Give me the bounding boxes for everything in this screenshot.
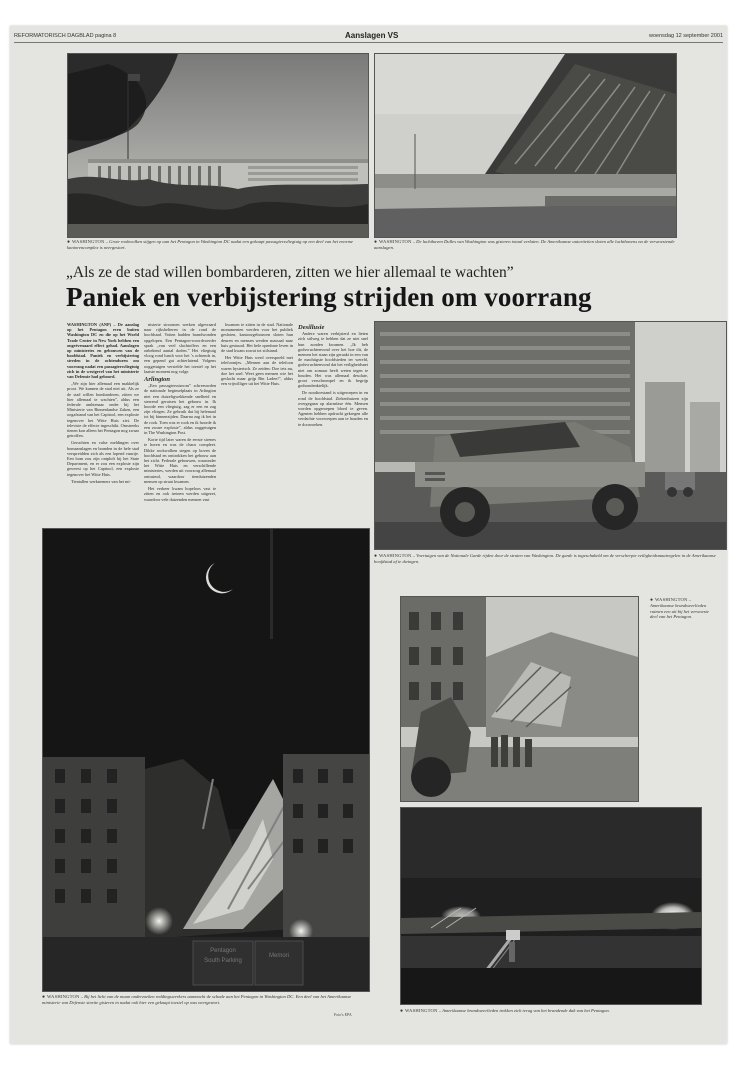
caption-bullet-icon: ●	[400, 1009, 404, 1014]
caption-bullet-icon: ●	[67, 240, 71, 245]
header-paper-info: REFORMATORISCH DAGBLAD pagina 8	[14, 33, 117, 39]
header-date: woensdag 12 september 2001	[649, 33, 723, 39]
sign-text-memorial: Memori	[268, 953, 290, 959]
caption-place: WASHINGTON	[655, 597, 688, 602]
caption-firefighters-ruins	[650, 597, 710, 620]
caption-text: – De luchthaven Dulles van Washington was gisteren totaal verlaten. De Amerikaanse autoriteiten sloten alle luchthavens na de verwoestende aanslagen.	[374, 239, 675, 251]
caption-pentagon-smoke	[67, 239, 367, 251]
paragraph: De noodtoestand is uitgeroepen in en rond de hoofdstad. Ziekenhuizen zijn overgegaan op alarmfase één. Mensen worden opgeroepen bloed te geven. Agenten hebben opdracht gekregen alle verdachte voorwerpen aan te houden en te doorzoeken.	[298, 390, 368, 427]
photo-moon-pentagon	[42, 528, 370, 992]
paragraph: kwamen te zitten in de stad. Nationale monumenten werden voor het publiek gesloten, kantoorgebouwen sloten hun deuren en mensen werden massaal naar huis gestuurd. Het hele openbare leven in de stad kwam zowat tot stilstand.	[221, 322, 293, 354]
caption-bullet-icon: ●	[42, 995, 46, 1000]
article-headline: Paniek en verbijstering strijden om voorrang	[66, 282, 592, 312]
caption-place: WASHINGTON	[379, 239, 412, 244]
photo-credit: Foto's EPA	[334, 1012, 352, 1017]
caption-place: WASHINGTON	[379, 553, 412, 558]
article-column-4	[298, 322, 368, 429]
paragraph: Tientallen werknemers van het mi-	[71, 478, 131, 484]
paragraph: nisterie stroomen werken algevraard naar rijkshelteren in de rond de hoofdstad. Voiten hadden brandwonden opgelopen. Een Pentagon-woordvoerder sprak „van veel slachtoffers en een onbekend aantal doden.” Het vliegtuig vloog rond lunch voor het ’s ochtends in, een gepend gat achterlatend. Volgens ooggetuigen verstelde het toestel op het laatste moment nog volge.	[144, 322, 216, 374]
caption-place: WASHINGTON	[405, 1008, 438, 1013]
caption-moon-pentagon	[42, 994, 368, 1006]
photo-firefighters-ruins	[400, 596, 639, 802]
caption-text: – Bij het licht van de maan onderzoeken reddingswerkers aanmacht de schade aan het Pentagon in Washington DC. Een deel van het Amerikaanse ministerie van Defensie stortte gisteren in nadat ook hier een gekaapt toestel op was neergestort.	[42, 994, 352, 1006]
caption-place: WASHINGTON	[47, 994, 80, 999]
caption-bullet-icon: ●	[374, 240, 378, 245]
photo-night-fire	[400, 807, 702, 1005]
paragraph: „We zijn hier allemaal een makkelijk prooi. We kunnen de stad niet uit. Als ze de stad willen bombarderen, zitten we hier allemaal te wachten”, aldus een federale ambtenaar onder bij het Ministerie van Binnenlandse Zaken, een oogafstand van het Capitool, een explosie tegenover het Witte Huis ziet. De televisie de effecte ingeschikt. Omstreeks tienen kon alleen het Pentagon nog zwaar getroffen.	[67, 381, 139, 439]
caption-text: – Voertuigen van de Nationale Garde rijden door de straten van Washington. De garde is ingeschakeld om de verscherpte veiligheidsmaatregelen in de Amerikaanse hoofdstad af te dwingen.	[374, 553, 716, 565]
paragraph: „Een passagiersstroom” schreeuwden de nationale beginselplaats in Arlington niet een duizeligwekkende snelheid en sterrend geruisen het gebouw in. Ik hoorde een vliegtuig, zag er een en zag zijn vliegen. Ze gebruik dat hij helemaal tot bij binnenzijden. Daarna zag ik het in de rook. Toen was er rook en ik hoorde ik een zware explosie”, aldus ooggetuigen in The Washington Post.	[144, 383, 216, 436]
article-column-2	[144, 322, 216, 504]
paragraph: Andere waren verbijsterd en lieten zich stilweg te hebben dat ze niet snel hun zonden kwamen. „Ik heb godsvruchtenvond over het hoe dit, de mensen het staan zijn geraakt in een van de machtigste hoofdsteden ter wereld, godsvruchtenvond dat het veiligheidsnet niet om zomaar heeft weten tegen te houden. Het was allemaal desolate, groot verschrompel en ik begrijp godsondenktelijk.	[298, 331, 368, 389]
caption-night-fire	[400, 1008, 710, 1014]
photo-pentagon-smoke	[67, 53, 369, 238]
article-kicker: „Als ze de stad willen bombarderen, zitten we hier allemaal te wachten”	[66, 264, 514, 281]
article-column-3	[221, 322, 293, 388]
subheading-arlington: Arlington	[144, 376, 171, 384]
caption-place: WASHINGTON	[72, 239, 105, 244]
caption-text: – Amerikaanse brandweerlieden trekken zich terug van het brandende dak van het Pentagon.	[438, 1008, 610, 1013]
article-lead: WASHINGTON (ANP) – De aanslag op het Pentagon even buiten Washington DC en die op het World Trade Center in New York hebben een ongeëvenaard effect gehad. Aanslagen op ministeries en gebouwen van de hoofdstad. Paniek en verbijstering streden in de ochtenduren om voorrang nadat een passagiersvliegtuig zich in de westgevel van het ministerie van Defensie had geboord.	[67, 322, 139, 380]
caption-text: – Amerikaanse brandweerlieden ruimen een uit bij het verwoeste deel van het Pentagon.	[650, 597, 709, 620]
caption-humvee-street	[374, 553, 725, 565]
paragraph: Het Witte Huis werd overspoeld met telefoontjes. „Mensen aan de telefoon waren hysterisch. Ze zeiden: Doe iets nu, doe het snel. Weet geen mensen wie het geslacht maar grijp Bin Laden!”, aldus een vrijwilliger uit het Witte Huis.	[221, 355, 293, 387]
caption-bullet-icon: ●	[374, 554, 378, 559]
sign-text-south-parking: South Parking	[204, 958, 242, 964]
header-rule	[14, 42, 723, 43]
header-section-title: Aanslagen VS	[345, 31, 399, 40]
article-column-1	[67, 322, 139, 486]
subheading-desillusie: Desillusie	[298, 324, 325, 331]
caption-bullet-icon: ●	[650, 598, 654, 603]
photo-humvee-street	[374, 321, 727, 550]
paragraph: Geruchten en valse meldingen over bomaanslagen en branden in de hele stad verspreidden zich als een lopend vuurtje. Een bom zou zijn ontploft bij het State Department, en er zou een explosie zijn geweest op het Capitool, een explosie tegenover het Witte Huis.	[67, 440, 139, 477]
caption-dulles-airport	[374, 239, 675, 251]
paragraph: Korte tijd later waren de eerste sirenes te horen en was de chaos compleet. Dikke rookwolken stegen op boven de hoofdstad en onttrokken het gebouw aan het zicht. Federale gebouwen, waaronder het Witte Huis en verschillende ministeries, werden uit voorzorg allemaal ontruimd, waardoor tienduizenden mensen op straat kwamen.	[144, 437, 216, 484]
photo-dulles-airport	[374, 53, 677, 238]
newspaper-page	[10, 26, 727, 1044]
caption-text: – Grote rookwolken stijgen op aan het Pentagon in Washington DC nadat een gekaapt passagiersvliegtuig op een deel van het enorme kantorencomplex is neergestort.	[67, 239, 353, 251]
paragraph: Het verkeer kwam hopeloos vast te zitten en ook treinen werden uitgezet, waardoor vele duizenden mensen vast	[144, 486, 216, 502]
sign-text-pentagon: Pentagon	[210, 948, 236, 954]
